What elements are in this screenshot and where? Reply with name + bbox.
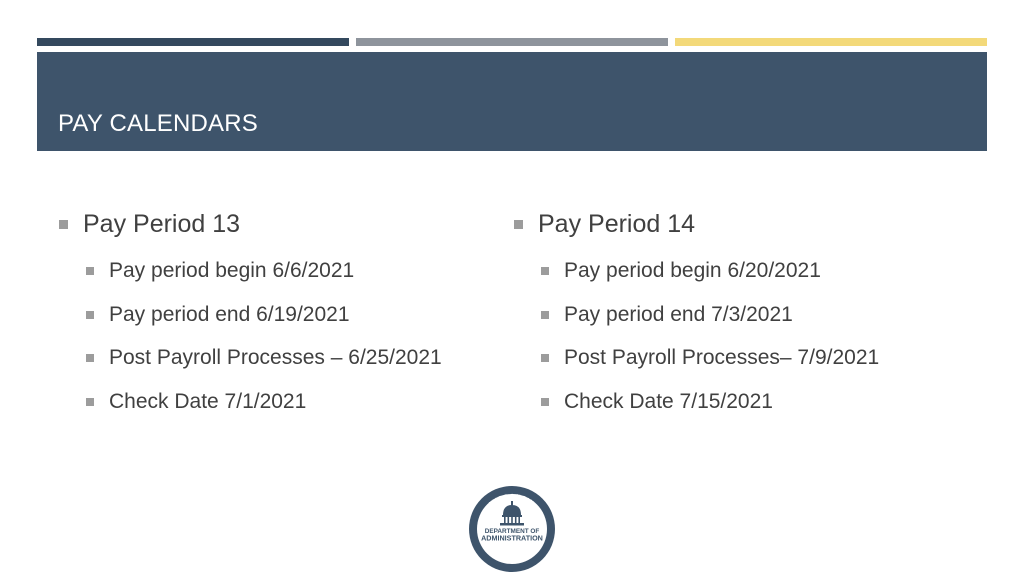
square-bullet-icon bbox=[541, 398, 549, 406]
title-bar bbox=[37, 52, 987, 151]
square-bullet-icon bbox=[541, 267, 549, 275]
list-item-text: Check Date 7/1/2021 bbox=[109, 389, 307, 413]
pay-period-14-column bbox=[512, 205, 952, 423]
square-bullet-icon bbox=[86, 354, 94, 362]
list-item bbox=[512, 293, 952, 337]
accent-stripe-navy bbox=[37, 38, 349, 46]
seal-line-2: ADMINISTRATION bbox=[481, 533, 543, 543]
sub-list bbox=[57, 249, 497, 423]
list-item bbox=[57, 249, 497, 293]
department-seal-logo bbox=[467, 484, 557, 574]
list-item-text: Pay period begin 6/6/2021 bbox=[109, 259, 355, 282]
list-heading bbox=[57, 205, 497, 245]
accent-stripe-gray bbox=[356, 38, 668, 46]
list-item-text: Pay period end 7/3/2021 bbox=[564, 302, 793, 326]
list-heading-text: Pay Period 14 bbox=[538, 210, 696, 238]
seal-ring-top-text: WISCONSIN bbox=[488, 493, 536, 508]
list-item bbox=[512, 249, 952, 293]
list-heading-text: Pay Period 13 bbox=[83, 210, 241, 238]
list-item bbox=[57, 336, 497, 380]
list-item-text: Pay period end 6/19/2021 bbox=[109, 302, 350, 326]
list-item-text: Post Payroll Processes– 7/9/2021 bbox=[564, 346, 880, 369]
pay-period-13-column bbox=[57, 205, 497, 423]
square-bullet-icon bbox=[86, 398, 94, 406]
list-item bbox=[57, 293, 497, 337]
square-bullet-icon bbox=[541, 354, 549, 362]
list-item bbox=[512, 380, 952, 424]
seal-ring-bottom-text: DOA.WI.GOV bbox=[492, 548, 532, 561]
slide-title: PAY CALENDARS bbox=[58, 110, 259, 137]
list-item-text: Post Payroll Processes – 6/25/2021 bbox=[109, 346, 442, 369]
square-bullet-icon bbox=[541, 311, 549, 319]
square-bullet-icon bbox=[86, 311, 94, 319]
square-bullet-icon bbox=[59, 220, 68, 229]
list-heading bbox=[512, 205, 952, 245]
list-item bbox=[512, 336, 952, 380]
list-item bbox=[57, 380, 497, 424]
list-item-text: Check Date 7/15/2021 bbox=[564, 389, 773, 413]
list-item-text: Pay period begin 6/20/2021 bbox=[564, 259, 821, 282]
seal-line-1: DEPARTMENT OF bbox=[484, 528, 540, 535]
square-bullet-icon bbox=[514, 220, 523, 229]
accent-stripe-gold bbox=[675, 38, 987, 46]
sub-list bbox=[512, 249, 952, 423]
square-bullet-icon bbox=[86, 267, 94, 275]
